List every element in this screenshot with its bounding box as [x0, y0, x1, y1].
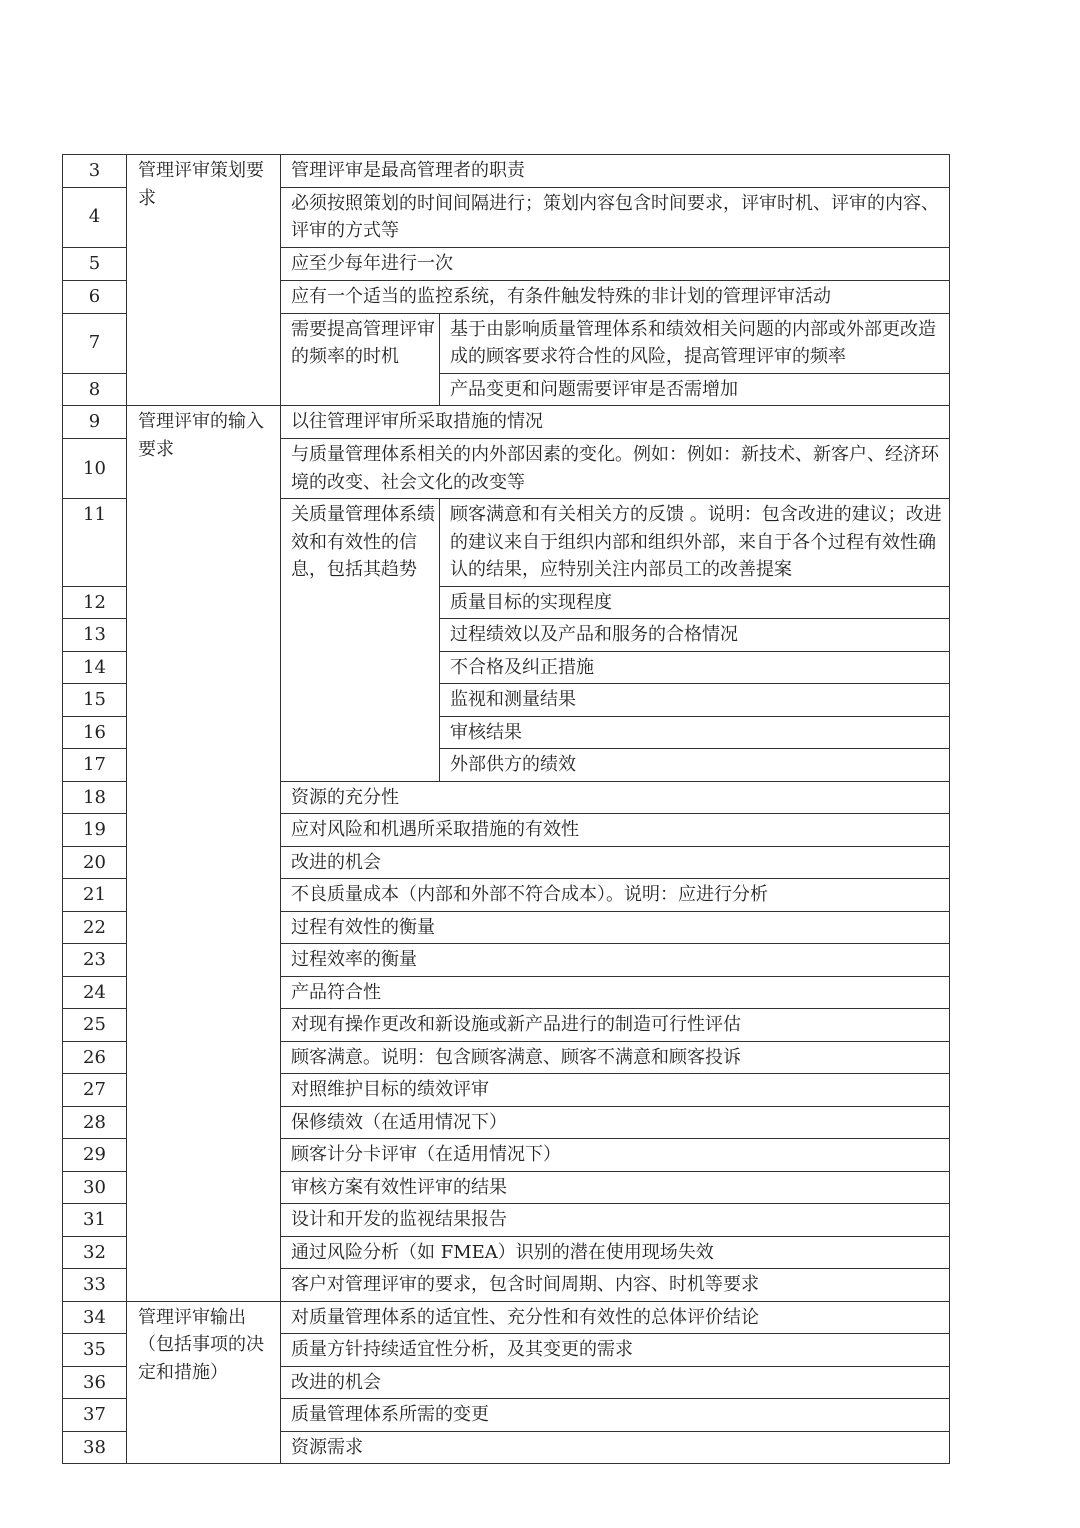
row-text: 应至少每年进行一次: [281, 247, 950, 280]
row-number: 19: [63, 814, 127, 847]
row-number: 24: [63, 976, 127, 1009]
row-text: 产品符合性: [281, 976, 950, 1009]
row-number: 36: [63, 1366, 127, 1399]
row-text: 改进的机会: [281, 846, 950, 879]
row-text: 设计和开发的监视结果报告: [281, 1204, 950, 1237]
row-number: 13: [63, 619, 127, 652]
row-text: 顾客满意和有关相关方的反馈 。说明：包含改进的建议；改进的建议来自于组织内部和组织外部，来自于各个过程有效性确认的结果，应特别关注内部员工的改善提案: [440, 499, 950, 587]
row-text: 应有一个适当的监控系统，有条件触发特殊的非计划的管理评审活动: [281, 280, 950, 313]
row-text: 必须按照策划的时间间隔进行；策划内容包含时间要求，评审时机、评审的内容、评审的方式等: [281, 187, 950, 247]
row-text: 资源需求: [281, 1431, 950, 1464]
row-text: 对质量管理体系的适宜性、充分性和有效性的总体评价结论: [281, 1301, 950, 1334]
row-text: 外部供方的绩效: [440, 749, 950, 782]
row-text: 对照维护目标的绩效评审: [281, 1074, 950, 1107]
row-text: 以往管理评审所采取措施的情况: [281, 406, 950, 439]
row-text: 与质量管理体系相关的内外部因素的变化。例如：例如：新技术、新客户、经济环境的改变、社会文化的改变等: [281, 439, 950, 499]
row-number: 12: [63, 586, 127, 619]
row-number: 37: [63, 1399, 127, 1432]
row-number: 15: [63, 684, 127, 717]
row-number: 5: [63, 247, 127, 280]
table-row: [63, 155, 950, 188]
subgroup-frequency-label: 需要提高管理评审的频率的时机: [281, 313, 440, 406]
table-row: [63, 1301, 950, 1334]
row-text: 监视和测量结果: [440, 684, 950, 717]
row-number: 31: [63, 1204, 127, 1237]
row-text: 资源的充分性: [281, 781, 950, 814]
row-text: 产品变更和问题需要评审是否需增加: [440, 373, 950, 406]
row-text: 审核方案有效性评审的结果: [281, 1171, 950, 1204]
row-number: 22: [63, 911, 127, 944]
row-number: 27: [63, 1074, 127, 1107]
row-text: 对现有操作更改和新设施或新产品进行的制造可行性评估: [281, 1009, 950, 1042]
row-number: 9: [63, 406, 127, 439]
group-planning-label: 管理评审策划要求: [127, 155, 281, 406]
row-text: 保修绩效（在适用情况下）: [281, 1106, 950, 1139]
row-number: 23: [63, 944, 127, 977]
row-text: 不合格及纠正措施: [440, 651, 950, 684]
row-number: 21: [63, 879, 127, 912]
row-number: 3: [63, 155, 127, 188]
row-number: 4: [63, 187, 127, 247]
group-input-label: 管理评审的输入要求: [127, 406, 281, 1302]
row-number: 8: [63, 373, 127, 406]
row-text: 审核结果: [440, 716, 950, 749]
row-text: 客户对管理评审的要求，包含时间周期、内容、时机等要求: [281, 1269, 950, 1302]
row-number: 16: [63, 716, 127, 749]
row-text: 过程效率的衡量: [281, 944, 950, 977]
row-text: 质量目标的实现程度: [440, 586, 950, 619]
review-requirements-table: [62, 154, 950, 1464]
row-number: 32: [63, 1236, 127, 1269]
row-number: 17: [63, 749, 127, 782]
row-number: 28: [63, 1106, 127, 1139]
row-text: 过程有效性的衡量: [281, 911, 950, 944]
row-number: 20: [63, 846, 127, 879]
row-number: 29: [63, 1139, 127, 1172]
row-text: 改进的机会: [281, 1366, 950, 1399]
row-number: 26: [63, 1041, 127, 1074]
row-text: 质量管理体系所需的变更: [281, 1399, 950, 1432]
row-text: 基于由影响质量管理体系和绩效相关问题的内部或外部更改造成的顾客要求符合性的风险，提高管理评审的频率: [440, 313, 950, 373]
row-text: 质量方针持续适宜性分析，及其变更的需求: [281, 1334, 950, 1367]
row-number: 33: [63, 1269, 127, 1302]
row-number: 38: [63, 1431, 127, 1464]
row-number: 18: [63, 781, 127, 814]
row-number: 7: [63, 313, 127, 373]
row-number: 6: [63, 280, 127, 313]
row-text: 不良质量成本（内部和外部不符合成本）。说明：应进行分析: [281, 879, 950, 912]
row-number: 34: [63, 1301, 127, 1334]
subgroup-performance-label: 关质量管理体系绩效和有效性的信息，包括其趋势: [281, 499, 440, 782]
row-text: 应对风险和机遇所采取措施的有效性: [281, 814, 950, 847]
group-output-label: 管理评审输出（包括事项的决定和措施）: [127, 1301, 281, 1464]
row-number: 14: [63, 651, 127, 684]
table-row: [63, 406, 950, 439]
row-number: 35: [63, 1334, 127, 1367]
row-text: 顾客满意。说明：包含顾客满意、顾客不满意和顾客投诉: [281, 1041, 950, 1074]
row-number: 10: [63, 439, 127, 499]
row-number: 30: [63, 1171, 127, 1204]
row-number: 11: [63, 499, 127, 587]
row-text: 顾客计分卡评审（在适用情况下）: [281, 1139, 950, 1172]
row-text: 管理评审是最高管理者的职责: [281, 155, 950, 188]
row-text: 通过风险分析（如 FMEA）识别的潜在使用现场失效: [281, 1236, 950, 1269]
row-text: 过程绩效以及产品和服务的合格情况: [440, 619, 950, 652]
row-number: 25: [63, 1009, 127, 1042]
